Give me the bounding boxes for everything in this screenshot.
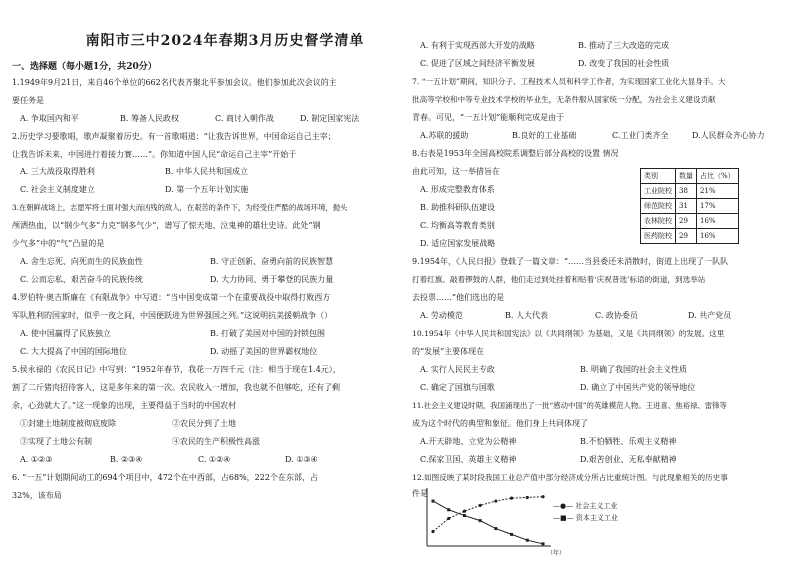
data-point <box>526 539 529 542</box>
q1-option-d: D. 制定国家宪法 <box>300 114 360 123</box>
legend-item-capitalist: —■— 资本主义工业 <box>553 514 618 522</box>
q1-option-c: C. 商讨入朝作战 <box>215 114 274 123</box>
data-point <box>479 504 482 507</box>
q3-stem-2: 颅洒热血，以“钢少气多”力克“钢多气少”，谱写了惊天地、泣鬼神的雄壮史诗。此处“钢 <box>12 221 321 230</box>
q10-stem-1: 10.1954年《中华人民共和国宪法》以《共同纲领》为基础，又是《共同纲领》的发展。这里 <box>412 329 725 338</box>
data-point <box>447 517 450 520</box>
q6-stem-1: 6. “一五”计划期间动工的694个项目中，472个在中西部，占68%，222个在东部，占 <box>12 473 318 482</box>
q5-statement-3: ③实现了土地公有制 <box>20 437 92 446</box>
q2-option-d: D. 第一个五年计划实施 <box>165 185 249 194</box>
table-row <box>641 229 739 244</box>
q3-stem-3: 少气多”中的“气”凸显的是 <box>12 239 105 248</box>
q9-option-b: B. 人大代表 <box>505 311 548 320</box>
q5-option-c: C. ①②④ <box>198 455 231 464</box>
q4-option-d: D. 动摇了美国的世界霸权地位 <box>210 347 318 356</box>
q5-stem-3: 余，心劲就大了。”这一现象的出现，主要得益于当时的中国农村 <box>12 401 237 410</box>
table-row <box>641 184 739 199</box>
q8-stem-2: 由此可知，这一举措旨在 <box>412 167 500 176</box>
data-point <box>526 496 529 499</box>
x-axis-label: （年） <box>547 550 566 556</box>
table-cell: 31 <box>676 199 697 214</box>
q6-option-b: B. 推动了三大改造的完成 <box>578 41 669 50</box>
q1-stem-1: 1.1949年9月21日，来自46个单位的662名代表齐聚北平参加会议。他们参加此次会议的主 <box>12 78 337 87</box>
q11-option-c: C.保家卫国、英雄主义精神 <box>420 455 517 464</box>
table-cell: 医药院校 <box>641 229 676 244</box>
q11-option-a: A.开天辟地、立党为公精神 <box>420 437 517 446</box>
table-cell: 29 <box>676 214 697 229</box>
q2-option-a: A. 三大战役取得胜利 <box>20 167 95 176</box>
data-point <box>510 533 513 536</box>
data-point <box>510 497 513 500</box>
data-point <box>541 495 544 498</box>
page-title: 南阳市三中2024年春期3月历史督学清单 <box>85 33 365 49</box>
q1-option-a: A. 争取国内和平 <box>20 114 79 123</box>
data-point <box>479 519 482 522</box>
table-cell: 29 <box>676 229 697 244</box>
q1-option-b: B. 筹备人民政权 <box>120 114 179 123</box>
q10-stem-2: 的“发展”主要体现在 <box>412 347 485 356</box>
q8-stem-1: 8.右表是1953年全国高校院系调整后部分高校的设置 情况 <box>412 149 619 158</box>
q11-stem-1: 11.社会主义建设时期，我国涌现出了一批“感动中国”的英雄模范人物。王进喜、焦裕禄、雷锋等 <box>412 401 727 410</box>
table-header-cell: 占比（%） <box>697 169 739 184</box>
data-point <box>494 527 497 530</box>
q2-option-b: B. 中华人民共和国成立 <box>165 167 248 176</box>
q11-option-d: D.艰苦创业、无私奉献精神 <box>580 455 677 464</box>
q9-stem-1: 9.1954年，《人民日报》登载了一篇文章：“……当县委还未消散时，街道上出现了一队队 <box>412 257 729 266</box>
q7-stem-3: 青春。可见，“一五计划”能顺利完成是由于 <box>412 113 565 122</box>
table-header-cell: 类别 <box>641 169 676 184</box>
table-row <box>641 199 739 214</box>
q3-stem-1: 3.在朝鲜战场上，志愿军将士面对强大而凶残的敌人，在艰苦的条件下，为经受住严酷的战场环境，抛头 <box>12 203 348 212</box>
q5-stem-2: 割了二斤猪肉招待客人，这是多年来的第一次。农民收入一增加，我也就不但够吃，还有了剩 <box>12 383 340 392</box>
q2-stem-2: 让我告诉未来，中国进行着接力赛……”。你知道中国人民“命运自己主宰”开始于 <box>12 150 297 159</box>
q3-option-d: D. 大力协同、勇于攀登的民族力量 <box>210 275 334 284</box>
q11-option-b: B.不怕牺牲、乐观主义精神 <box>580 437 677 446</box>
q8-option-a: A. 形成完整教育体系 <box>420 185 495 194</box>
series-line-socialist <box>433 497 543 532</box>
q3-option-b: B. 守正创新、奋勇向前的民族智慧 <box>210 257 333 266</box>
data-point <box>432 500 435 503</box>
q10-option-b: B. 明确了我国的社会主义性质 <box>580 365 687 374</box>
q7-option-d: D.人民群众齐心协力 <box>692 131 765 140</box>
q2-option-c: C. 社会主义制度建立 <box>20 185 95 194</box>
q5-option-b: B. ②③④ <box>110 455 143 464</box>
q4-option-a: A. 使中国赢得了民族独立 <box>20 329 111 338</box>
table-cell: 16% <box>697 214 739 229</box>
q9-option-c: C. 政协委员 <box>595 311 638 320</box>
data-point <box>447 508 450 511</box>
q4-stem-1: 4.罗伯特·奥吉斯廉在《有限战争》中写道：“当中国变成第一个在重要战役中取得打败西方 <box>12 293 331 302</box>
q9-stem-2: 打着红旗、敲着锣鼓的人群，他们走过到处挂着和贴着‘庆祝普选’标语的街道，到选举站 <box>412 275 706 284</box>
table-row <box>641 214 739 229</box>
table-cell: 工业院校 <box>641 184 676 199</box>
q8-option-c: C. 均衡高等教育类别 <box>420 221 495 230</box>
q5-stem-1: 5.侯永禄的《农民日记》中写到：“1952年春节，我花一万四千元（注：相当于现在1.4元）， <box>12 365 341 374</box>
q4-stem-2: 军队胜利的国家时，似乎一夜之间，中国便跃进为世界强国之列。”这说明抗美援朝战争（） <box>12 311 333 320</box>
q9-stem-3: 去投票……”他们选出的是 <box>412 293 505 302</box>
q12-stem-1: 12.如图反映了某时段我国工业总产值中部分经济成分所占比重统计图。与此现象相关的历史事 <box>412 473 728 482</box>
table-cell: 16% <box>697 229 739 244</box>
q2-stem-1: 2.历史学习要歌唱，歌声凝聚着历史。有一首歌唱道：“让我告诉世界，中国命运自己主宰； <box>12 132 336 141</box>
q7-option-b: B.良好的工业基础 <box>512 131 577 140</box>
table-cell: 农林院校 <box>641 214 676 229</box>
legend-label: 社会主义工业 <box>575 502 618 510</box>
table-header-cell: 数量 <box>676 169 697 184</box>
q1-stem-2: 要任务是 <box>12 96 44 105</box>
q7-stem-2: 批高等学校和中等专业技术学校的毕业生，无条件服从国家统一分配，为社会主义建设贡献 <box>412 95 716 104</box>
q9-option-a: A. 劳动模范 <box>420 311 463 320</box>
q9-option-d: D. 共产党员 <box>688 311 732 320</box>
q7-option-a: A.苏联的援助 <box>420 131 469 140</box>
q10-option-a: A. 实行人民民主专政 <box>420 365 495 374</box>
data-point <box>494 499 497 502</box>
q11-stem-2: 成为这个时代的典型和象征。他们身上共同体现了 <box>412 419 588 428</box>
series-line-capitalist <box>433 501 543 544</box>
q6-option-d: D. 改变了我国的社会性质 <box>578 59 670 68</box>
q7-stem-1: 7. “一五计划”期间，知识分子、工程技术人员和科学工作者，为实现国家工业化大显身手。大 <box>412 77 726 86</box>
table-header-row <box>641 169 739 184</box>
q7-option-c: C.工业门类齐全 <box>612 131 669 140</box>
q6-option-c: C. 促进了区域之间经济平衡发展 <box>420 59 535 68</box>
table-cell: 17% <box>697 199 739 214</box>
table-cell: 38 <box>676 184 697 199</box>
q5-option-d: D. ①③④ <box>285 455 318 464</box>
q6-stem-2: 32%，该布局 <box>12 491 62 500</box>
q4-option-c: C. 大大提高了中国的国际地位 <box>20 347 127 356</box>
q5-statement-2: ②农民分到了土地 <box>172 419 236 428</box>
data-point <box>542 542 545 545</box>
q5-statement-4: ④农民的生产积极性高涨 <box>172 437 260 446</box>
legend-item-socialist: —●— 社会主义工业 <box>553 502 618 510</box>
q5-statement-1: ①封建土地制度被彻底废除 <box>20 419 116 428</box>
q12-stem-2: 件是 <box>412 489 428 498</box>
section-heading: 一、选择题（每小题1分，共20分） <box>12 62 157 72</box>
q10-option-d: D. 确立了中国共产党的领导地位 <box>580 383 696 392</box>
table-cell: 21% <box>697 184 739 199</box>
data-point <box>463 514 466 517</box>
q8-option-b: B. 助推科研队伍建设 <box>420 203 495 212</box>
q6-option-a: A. 有利于实现西部大开发的战略 <box>420 41 535 50</box>
q5-option-a: A. ①②③ <box>20 455 53 464</box>
data-point <box>431 530 434 533</box>
legend-label: 资本主义工业 <box>575 514 618 522</box>
college-table <box>640 168 739 244</box>
q4-option-b: B. 打破了美国对中国的封锁包围 <box>210 329 325 338</box>
q10-option-c: C. 确定了国旗与国歌 <box>420 383 495 392</box>
table-cell: 师范院校 <box>641 199 676 214</box>
data-point <box>463 510 466 513</box>
q8-option-d: D. 适应国家发展战略 <box>420 239 496 248</box>
q3-option-a: A. 舍生忘死、向死而生的民族血性 <box>20 257 143 266</box>
q3-option-c: C. 公而忘私、艰苦奋斗的民族传统 <box>20 275 143 284</box>
chart-legend <box>553 500 618 524</box>
